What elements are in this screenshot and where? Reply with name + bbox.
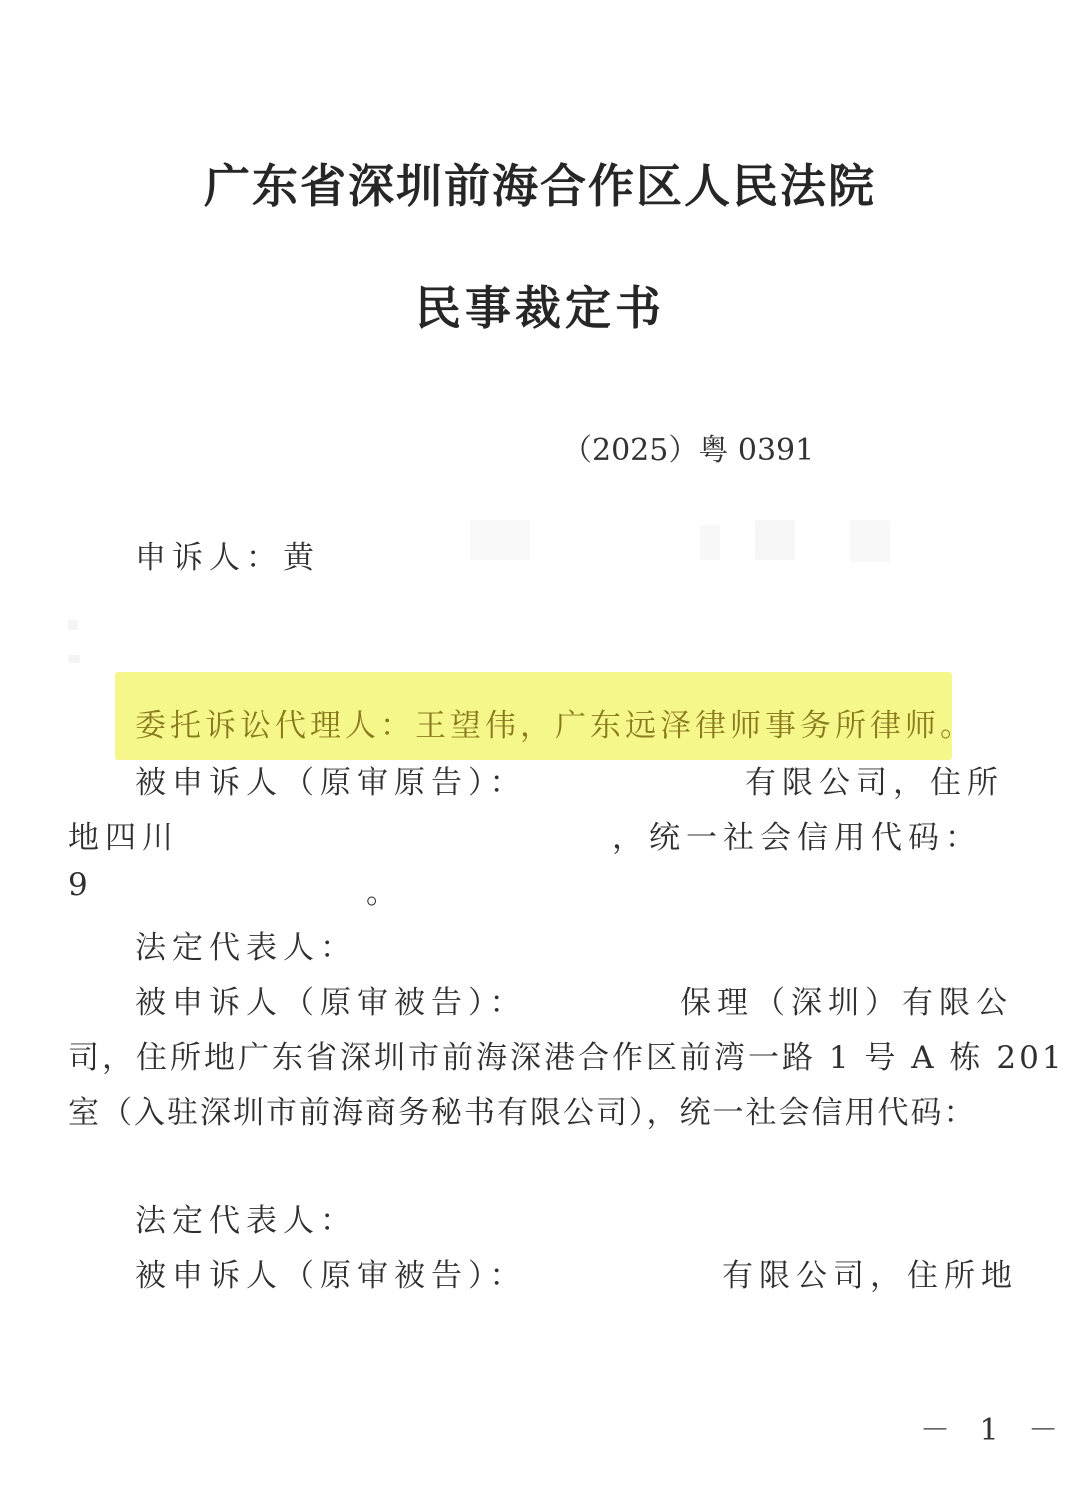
legal-rep-2: 法定代表人： xyxy=(135,1203,357,1239)
document-title: 民事裁定书 xyxy=(415,281,665,335)
redaction-smudge xyxy=(470,520,530,560)
redaction-smudge xyxy=(700,525,720,560)
respondent2-line2: 司，住所地广东省深圳市前海深港合作区前湾一路 1 号 A 栋 201 xyxy=(68,1040,1065,1076)
page-number: － 1 － xyxy=(920,1413,1069,1448)
respondent1-line2-start: 地四川 xyxy=(68,820,179,856)
redaction-smudge xyxy=(755,520,795,560)
redaction-smudge xyxy=(68,655,80,663)
respondent1-tail: 有限公司，住所 xyxy=(745,765,1004,801)
redaction-smudge xyxy=(68,620,78,630)
respondent1-label: 被申诉人（原审原告）： xyxy=(135,765,527,801)
case-number: （2025）粤 0391 xyxy=(562,433,815,468)
legal-rep-1: 法定代表人： xyxy=(135,930,357,966)
respondent3-tail: 有限公司，住所地 xyxy=(722,1258,1018,1294)
court-title: 广东省深圳前海合作区人民法院 xyxy=(204,159,876,213)
respondent1-line3-start: 9 xyxy=(68,867,94,903)
respondent1-line3-end: 。 xyxy=(366,875,403,911)
petitioner-line: 申诉人：黄 xyxy=(135,540,320,576)
respondent2-label: 被申诉人（原审被告）： xyxy=(135,985,527,1021)
redaction-smudge xyxy=(850,520,890,562)
respondent2-tail: 保理（深圳）有限公 xyxy=(680,985,1013,1021)
respondent3-label: 被申诉人（原审被告）： xyxy=(135,1258,527,1294)
respondent1-line2-tail: ，统一社会信用代码： xyxy=(612,820,982,856)
agent-line: 委托诉讼代理人：王望伟，广东远泽律师事务所律师。 xyxy=(135,708,975,744)
respondent2-line3: 室（入驻深圳市前海商务秘书有限公司），统一社会信用代码： xyxy=(68,1095,977,1131)
